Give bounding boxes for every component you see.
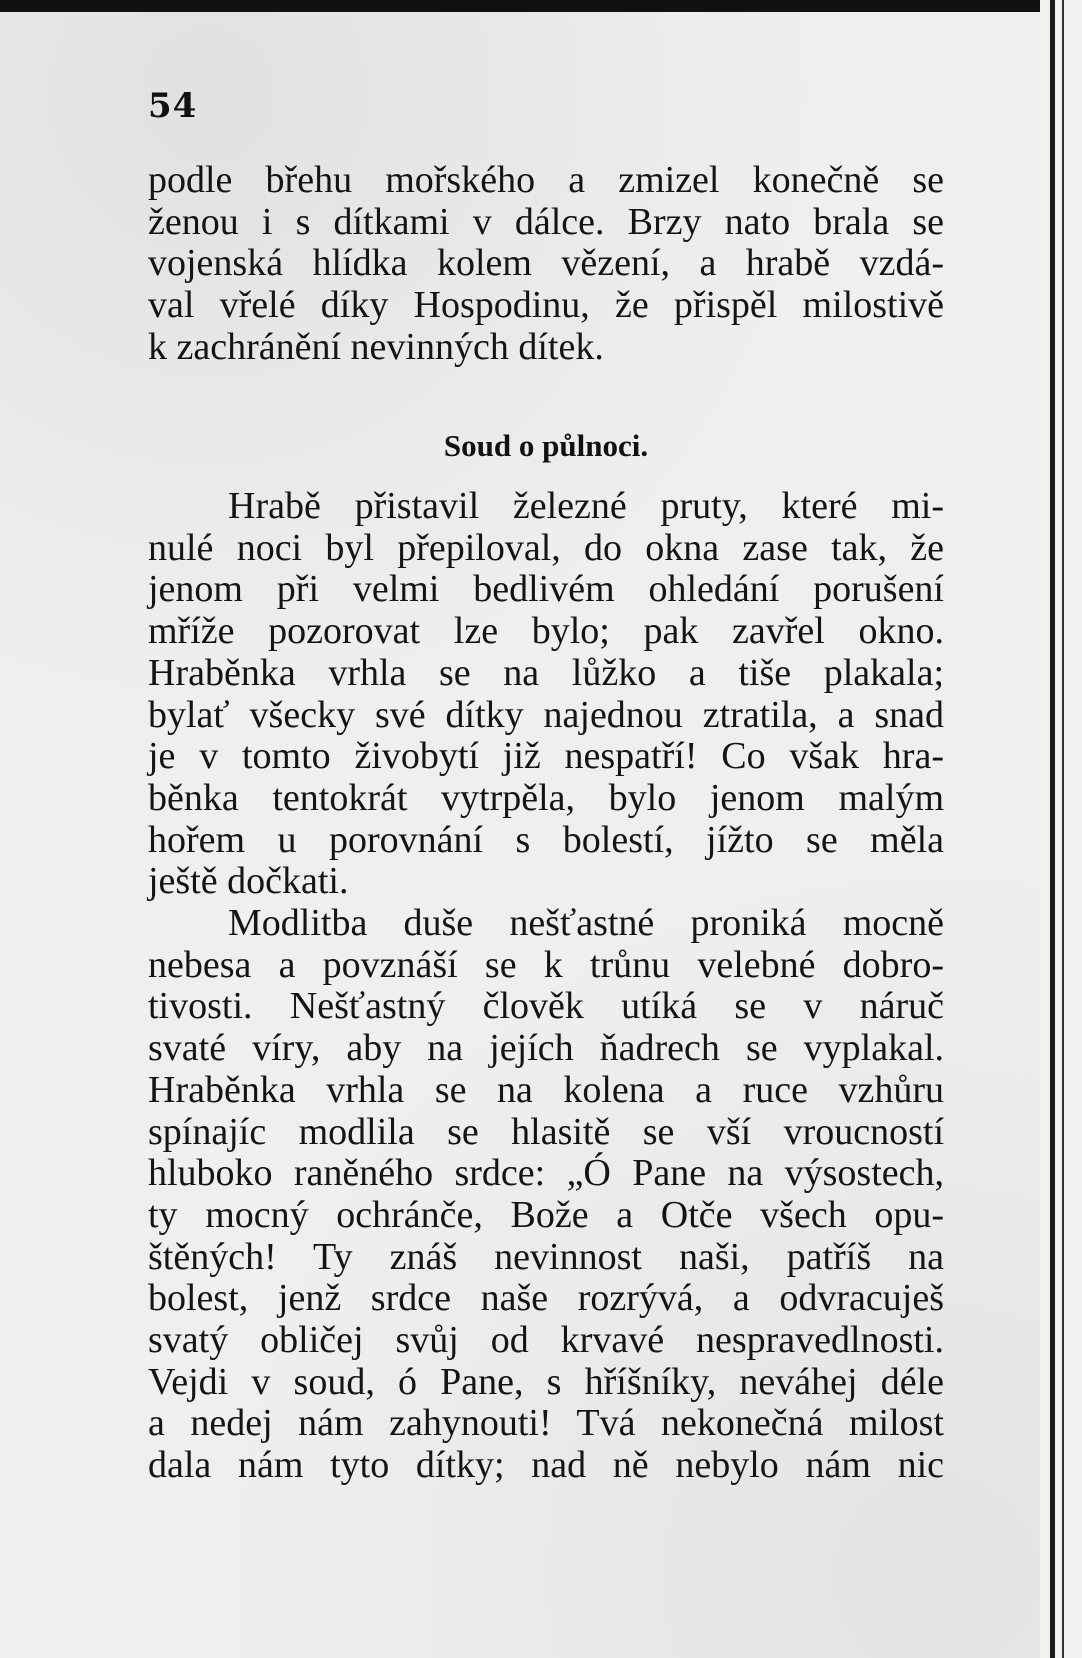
- text-line: ženou i s dítkami v dálce. Brzy nato brala se: [148, 200, 944, 243]
- opening-paragraph: [148, 160, 944, 369]
- text-line: Hrabě přistavil železné pruty, které mi-: [228, 485, 944, 527]
- section-heading: Soud o půlnoci.: [443, 428, 649, 463]
- text-line: dala nám tyto dítky; nad ně nebylo nám nic: [148, 1444, 944, 1487]
- text-line: Hraběnka vrhla se na kolena a ruce vzhůru: [148, 1068, 944, 1111]
- text-line: nulé noci byl přepiloval, do okna zase tak, že: [148, 526, 944, 569]
- text-line: Modlitba duše nešťastné proniká mocně: [228, 902, 944, 945]
- text-line: tivosti. Nešťastný člověk utíká se v náruč: [148, 985, 944, 1028]
- text-line: svatý obličej svůj od krvavé nespravedlnosti.: [148, 1319, 944, 1362]
- text-line: Hraběnka vrhla se na lůžko a tiše plakala;: [148, 651, 944, 694]
- text-line: štěných! Ty znáš nevinnost naši, patříš na: [148, 1235, 944, 1278]
- text-line: svaté víry, aby na jejích ňadrech se vyplakal.: [148, 1027, 944, 1070]
- text-line: běnka tentokrát vytrpěla, bylo jenom malým: [148, 776, 944, 819]
- text-line: je v tomto živobytí již nespatří! Co však hra-: [148, 735, 944, 778]
- text-line: mříže pozorovat lze bylo; pak zavřel okno.: [148, 610, 944, 653]
- text-line: vojenská hlídka kolem vězení, a hrabě vzdá-: [148, 242, 944, 285]
- text-line: jenom při velmi bedlivém ohledání porušení: [148, 568, 944, 611]
- text-line: nebesa a povznáší se k trůnu velebné dobro-: [148, 943, 944, 986]
- binding-line: [1050, 0, 1055, 1658]
- text-line: ty mocný ochránče, Bože a Otče všech opu-: [148, 1193, 944, 1236]
- page-number: 54: [148, 86, 198, 126]
- text-line: ještě dočkati.: [148, 860, 349, 903]
- text-line: bylať všecky své dítky najednou ztratila, a snad: [148, 693, 944, 736]
- text-line: bolest, jenž srdce naše rozrývá, a odvracuješ: [148, 1277, 944, 1320]
- page-edge: [1040, 0, 1082, 1658]
- text-line: Vejdi v soud, ó Pane, s hříšníky, neváhej déle: [148, 1360, 944, 1403]
- text-line: hluboko raněného srdce: „Ó Pane na výsostech,: [148, 1152, 944, 1195]
- text-line: val vřelé díky Hospodinu, že přispěl milostivě: [148, 284, 944, 327]
- text-line: spínajíc modlila se hlasitě se vší vroucností: [148, 1110, 944, 1153]
- text-line: k zachránění nevinných dítek.: [148, 325, 604, 368]
- text-line: a nedej nám zahynouti! Tvá nekonečná milost: [148, 1402, 944, 1445]
- section-body: [148, 486, 944, 1487]
- binding-line-thin: [1062, 0, 1064, 1658]
- text-line: hořem u porovnání s bolestí, jížto se měla: [148, 818, 944, 861]
- text-line: podle břehu mořského a zmizel konečně se: [148, 159, 944, 201]
